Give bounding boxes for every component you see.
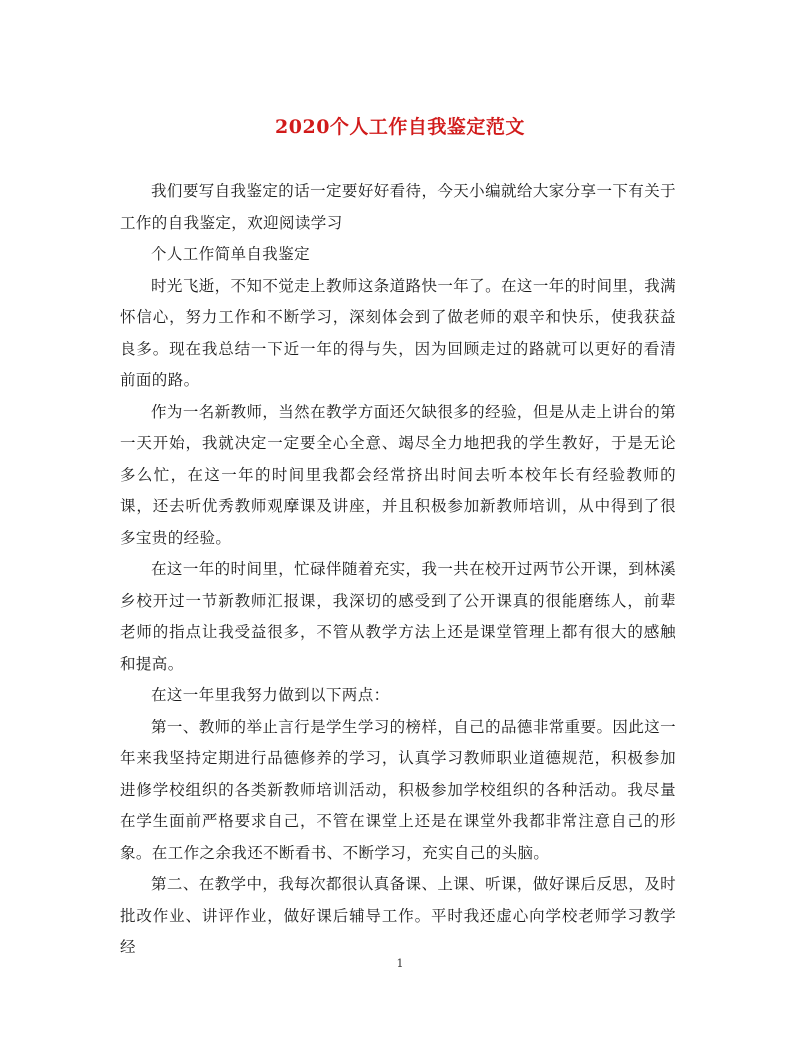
body-paragraph-5: 第一、教师的举止言行是学生学习的榜样，自己的品德非常重要。因此这一年来我坚持定期进行品德修养的学习，认真学习教师职业道德规范，积极参加进修学校组织的各类新教师培训活动，积极参加学校组织的各种活动。我尽量在学生面前严格要求自己，不管在课堂上还是在课堂外我都非常注意自己的形象。在工作之余我还不断看书、不断学习，充实自己的头脑。	[120, 717, 676, 862]
body-paragraph-4: 在这一年里我努力做到以下两点：	[151, 686, 390, 704]
body-paragraph-6: 第二、在教学中，我每次都很认真备课、上课、听课，做好课后反思，及时批改作业、讲评作业，做好课后辅导工作。平时我还虚心向学校老师学习教学经	[120, 875, 676, 956]
section-heading: 个人工作简单自我鉴定	[151, 245, 311, 263]
body-paragraph-3: 在这一年的时间里，忙碌伴随着充实，我一共在校开过两节公开课，到林溪乡校开过一节新教师汇报课，我深切的感受到了公开课真的很能磨练人，前辈老师的指点让我受益很多，不管从教学方法上还是课堂管理上都有很大的感触和提高。	[120, 560, 676, 673]
body-paragraph-1: 时光飞逝，不知不觉走上教师这条道路快一年了。在这一年的时间里，我满怀信心，努力工作和不断学习，深刻体会到了做老师的艰辛和快乐，使我获益良多。现在我总结一下近一年的得与失，因为回顾走过的路就可以更好的看清前面的路。	[120, 276, 676, 389]
intro-paragraph: 我们要写自我鉴定的话一定要好好看待，今天小编就给大家分享一下有关于工作的自我鉴定，欢迎阅读学习	[120, 182, 676, 232]
document-body	[120, 176, 676, 964]
body-paragraph-2: 作为一名新教师，当然在教学方面还欠缺很多的经验，但是从走上讲台的第一天开始，我就决定一定要全心全意、竭尽全力地把我的学生教好，于是无论多么忙，在这一年的时间里我都会经常挤出时间去听本校年长有经验教师的课，还去听优秀教师观摩课及讲座，并且积极参加新教师培训，从中得到了很多宝贵的经验。	[120, 402, 676, 547]
document-title: 2020个人工作自我鉴定范文	[275, 116, 525, 138]
page-number: 1	[396, 957, 404, 970]
